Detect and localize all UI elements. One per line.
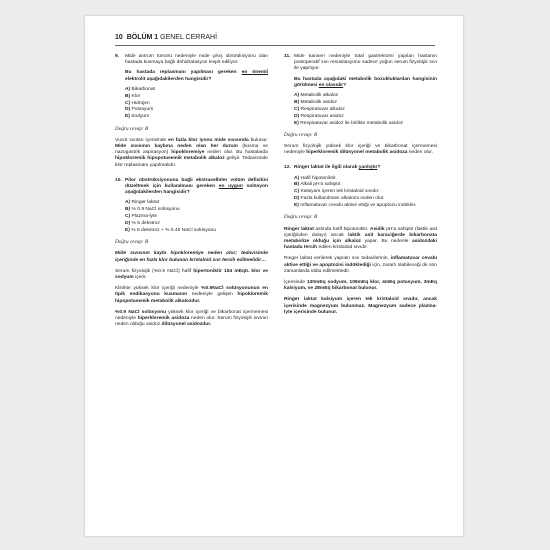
option-d: D) Fazla kullanılması alkaloza neden olur. [294, 196, 385, 202]
explanation-paragraph: Serum fizyolojik (%0.9 NaCl) hafif hipertoniktir 154 mEq/L klor ve sodyum içerir. [115, 268, 268, 280]
correct-answer: Doğru cevap: B [115, 125, 149, 132]
option-a: A) Bikarbonat [125, 86, 155, 92]
correct-answer: Doğru cevap: B [284, 214, 318, 221]
chapter-label: BÖLÜM 1 [126, 34, 159, 41]
option-b: B) % 0.9 NaCl solüsyonu [125, 207, 180, 213]
page-number: 10 [115, 34, 123, 41]
options-list [284, 176, 437, 210]
explanation-paragraph: Serum fizyolojik yüksek klor içeriği ve bikarbonat içermemesi nedeniyle hiperkloremik dilüsyonel metabolik asidoza neden olur. [284, 143, 437, 156]
subject-label: GENEL CERRAHİ [160, 34, 218, 41]
explanation-paragraph: Ringer laktat kalsiyum içeren tek kristaloid sıvıdır, ancak içerisinde magnezyum bulunmaz. Magnezyum sadece plazma-lyte içerisinde bulunur. [284, 297, 437, 315]
question-number: 12. [284, 165, 291, 171]
option-d: D) Potasyum [125, 107, 154, 113]
explanation-lead: Mide sıvısının kaybı hipokloremiye neden olur; tedavisinde içeriğinde en fazla klor bulunan kristaloid sıvı tercih edilmelidir… [115, 251, 268, 263]
option-c: C) Respiratuvar alkaloz [294, 106, 345, 112]
option-a: A) Hafif hipotoniktir. [294, 175, 337, 181]
page-header [115, 34, 435, 44]
explanation-paragraph: İçerisinde 130mEq sodyum, 109mEq klor, 4mEq potasyum, 3mEq kalsiyum, ve 28mEq bikarbonat bulunur. [284, 279, 437, 292]
question-9 [115, 54, 268, 66]
question-prompt: Pilor obstrüksiyonuna bağlı ekstrasellüler volüm defisitini düzeltmek için kullanılması gereken en uygun solüsyon aşağıdakilerden hangisidir? [125, 177, 269, 196]
options-list [284, 93, 437, 127]
question-stem: Mide kanseri nedeniyle total gastrektomi yapılan hastanın postoperatif sıvı resüsitasyonu sadece yoğun serum fizyolojik sıvı ile yapılıyor. [294, 54, 437, 72]
header-divider [115, 45, 435, 46]
question-number: 9. [115, 54, 120, 59]
option-e: E) % 5 dekstroz + % 0.45 NaCl solüsyonu [125, 227, 216, 233]
explanation-paragraph: Ringer laktat aslında hafif hipotoniktir. Asidik pH'a sahiptir (laktik asit içeriğinden dolayı) ancak laktik asit karaciğerde bikarbonata metabolize olduğu için alkaloz yapar. Bu nedenle asidozdaki hastada tercih edilen kristaloid sıvıdır. [284, 226, 437, 251]
option-e: E) Respiratuvar asidoz ile birlikte metabolik asidoz [294, 120, 403, 126]
explanation-paragraph: Ringer laktat verilerek yapılan sıvı tedavilerinin, inflamatuvar cevabı aktive ettiği ve apoptozisi indüklediği için, zararlı olabileceği de son zamanlarda iddia edilmektedir. [284, 256, 437, 274]
option-a: A) Metabolik alkaloz [294, 93, 339, 99]
question-number: 11. [284, 54, 291, 59]
option-d: D) % 5 dekstroz [125, 221, 160, 227]
question-prompt: Bu hastada replasmanı yapılması gereken en önemli elektrolit aşağıdakilerden hangisidir? [125, 70, 269, 82]
option-e: E) İnflamatuvar cevabı aktive ettiği ve apoptozu indükler. [294, 203, 417, 209]
question-stem: Mide antrum tümörü nedeniyle mide çıkış obstrüksiyonu olan hastada kusmaya bağlı dehidratasyon tespit ediliyor. [125, 54, 268, 66]
right-column [284, 54, 437, 321]
explanation-paragraph: Klinikte yüksek klor içeriği nedeniyle %0.9NaCl solüsyonunun en tipik endikasyonu kusmanın nedeniyle gelişen hipokloremik hipopotasemik metabolik alkalozdur. [115, 286, 268, 304]
option-b: B) Metabolik asidoz [294, 99, 337, 105]
question-10 [115, 178, 268, 197]
option-b: B) Klor [125, 93, 141, 99]
option-b: B) Alkali pH'a sahiptir. [294, 182, 342, 188]
options-list [115, 87, 268, 121]
option-e: E) Sodyum [125, 114, 150, 120]
option-a: A) Ringer laktat [125, 200, 159, 206]
question-prompt: Bu hastada aşağıdaki metabolik bozukluklardan hangisinin görülmesi en olasıdır? [294, 76, 437, 88]
explanation-paragraph: Vucüt sıvıları içerisinde en fazla klor iyonu mide sıvısında bulunur. Mide sıvısının kaybına neden olan her durum (kusma ve nazogastrik aspirasyon) hipokloremiye neden olur. Bu hastalarda hipokloremik hipopotasemik metabolik alkaloz gelişir. Tedavisinde klor replasmanı yapılmalıdır. [115, 137, 269, 168]
question-number: 10. [115, 177, 122, 183]
book-page [85, 16, 463, 536]
option-c: C) Plazma-lyte [125, 214, 158, 220]
options-list [115, 200, 268, 234]
explanation-paragraph: %0.9 NaCl solüsyonu yüksek klor içeriği ve bikarbonat içermemesi nedeniyle hiperkloremik asidoza neden olur. Serum fizyolojik sıvının neden olduğu asidoz dilüsyonel asidozdur. [115, 309, 268, 328]
option-d: D) Respiratuvar asidoz [294, 113, 344, 119]
question-11 [284, 54, 437, 73]
option-c: C) Kalsiyum içeren tek kristaloid sıvıdır. [294, 189, 380, 195]
question-prompt: Ringer laktat ile ilgili olarak yanlıştır? [294, 165, 381, 171]
correct-answer: Doğru cevap: B [115, 239, 149, 246]
left-column [115, 54, 268, 333]
option-c: C) Hidrojen [125, 100, 150, 106]
correct-answer: Doğru cevap: B [284, 131, 318, 138]
question-12 [284, 165, 437, 171]
